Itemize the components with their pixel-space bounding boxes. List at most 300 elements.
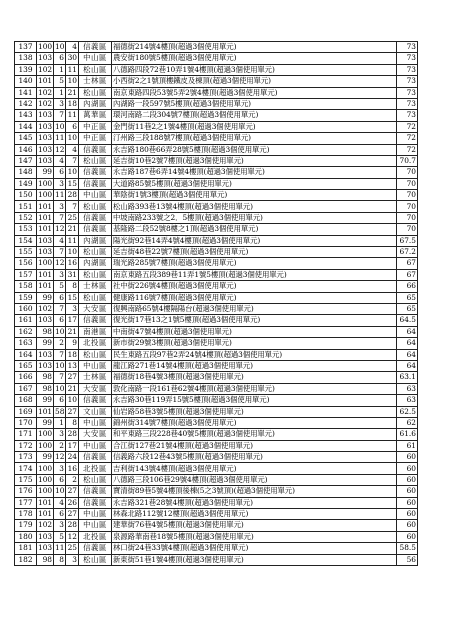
month-cell: 7 xyxy=(54,349,66,360)
address-cell: 新市街29號3樓頂(超過3個使用單元) xyxy=(112,338,397,349)
day-cell: 8 xyxy=(66,281,79,292)
table-row xyxy=(15,155,418,166)
month-cell: 7 xyxy=(54,212,66,223)
row-number-cell: 155 xyxy=(15,247,37,258)
year-cell: 103 xyxy=(38,235,53,245)
year-cell: 98 xyxy=(37,372,54,383)
year-cell: 99 xyxy=(37,167,54,178)
day-cell: 21 xyxy=(66,326,79,337)
row-number-cell: 163 xyxy=(15,338,37,349)
day-cell: 10 xyxy=(66,395,79,406)
district-cell: 士林區 xyxy=(79,372,112,383)
month-cell: 11 xyxy=(55,190,65,200)
day-cell: 21 xyxy=(66,224,79,235)
year-cell: 101 xyxy=(38,201,53,211)
row-number-cell: 169 xyxy=(15,406,37,417)
address-cell: 龍江路271巷14號4樓頂(超過3個使用單元) xyxy=(112,360,397,371)
value-cell: 60 xyxy=(397,486,418,497)
table-row xyxy=(15,64,418,75)
day-cell: 7 xyxy=(66,201,79,212)
value-cell: 73 xyxy=(397,87,418,98)
value-cell: 73 xyxy=(397,98,418,109)
district-cell: 松山區 xyxy=(79,247,112,258)
value-cell: 73 xyxy=(397,42,418,53)
year-cell: 102 xyxy=(38,304,53,314)
address-cell: 內湖路一段597號5樓頂(超過3個使用單元) xyxy=(112,98,397,109)
value-cell: 63 xyxy=(397,383,418,394)
day-cell: 11 xyxy=(66,64,79,75)
row-number-cell: 138 xyxy=(15,53,37,64)
month-cell: 6 xyxy=(54,509,66,520)
district-cell: 中山區 xyxy=(79,360,112,371)
year-cell: 102 xyxy=(38,520,53,530)
table-row xyxy=(15,417,418,428)
table-row xyxy=(15,497,418,508)
table-row xyxy=(15,281,418,292)
district-cell: 松山區 xyxy=(79,201,112,212)
value-cell: 64 xyxy=(397,338,418,349)
month-cell: 8 xyxy=(54,554,66,565)
year-cell: 102 xyxy=(38,87,53,97)
value-cell: 67.5 xyxy=(397,235,418,246)
day-cell: 10 xyxy=(66,133,79,144)
day-cell: 6 xyxy=(66,121,79,132)
value-cell: 60 xyxy=(397,531,418,542)
day-cell: 27 xyxy=(66,406,79,417)
year-cell: 101 xyxy=(38,406,53,416)
year-cell: 103 xyxy=(38,121,53,131)
district-cell: 中山區 xyxy=(79,440,112,451)
year-cell: 101 xyxy=(38,281,53,291)
address-cell: 錦州街314號7樓頂(超過3個使用單元) xyxy=(112,417,397,428)
row-number-cell: 170 xyxy=(15,417,37,428)
row-number-cell: 179 xyxy=(15,520,37,531)
district-cell: 中山區 xyxy=(79,53,112,64)
district-cell: 松山區 xyxy=(79,87,112,98)
month-cell: 12 xyxy=(55,452,65,462)
month-cell: 4 xyxy=(54,235,66,246)
address-cell: 永吉路187巷6弄14號4樓頂(超過3個使用單元) xyxy=(112,167,397,178)
day-cell: 27 xyxy=(66,486,79,497)
district-cell: 信義區 xyxy=(79,452,112,463)
year-cell: 98 xyxy=(37,326,54,337)
address-cell: 汀州路三段188號7樓頂(超過3個使用單元) xyxy=(112,133,397,144)
month-cell: 3 xyxy=(54,178,66,189)
day-cell: 4 xyxy=(66,42,79,53)
district-cell: 信義區 xyxy=(79,395,112,406)
month-cell: 7 xyxy=(54,247,66,258)
row-number-cell: 144 xyxy=(15,121,37,132)
table-row xyxy=(15,110,418,121)
table-row xyxy=(15,520,418,531)
year-cell: 101 xyxy=(38,76,53,86)
year-cell: 99 xyxy=(37,417,54,428)
table-row xyxy=(15,406,418,417)
month-cell: 6 xyxy=(54,167,66,178)
year-cell: 103 xyxy=(38,133,53,143)
year-cell: 101 xyxy=(38,509,53,519)
value-cell: 70 xyxy=(397,167,418,178)
table-row xyxy=(15,178,418,189)
month-cell: 7 xyxy=(54,303,66,314)
day-cell: 10 xyxy=(66,167,79,178)
day-cell: 10 xyxy=(66,76,79,87)
table-row xyxy=(15,554,418,565)
district-cell: 中正區 xyxy=(79,133,112,144)
row-number-cell: 149 xyxy=(15,178,37,189)
district-cell: 松山區 xyxy=(79,155,112,166)
value-cell: 58.5 xyxy=(397,543,418,554)
address-cell: 中南街47號4樓頂(超過3個使用單元) xyxy=(112,326,397,337)
address-cell: 農安街180號5樓頂(超過3個使用單元) xyxy=(112,53,397,64)
table-row xyxy=(15,440,418,451)
district-cell: 信義區 xyxy=(79,167,112,178)
day-cell: 24 xyxy=(66,452,79,463)
table-row xyxy=(15,395,418,406)
day-cell: 28 xyxy=(66,520,79,531)
year-cell: 100 xyxy=(38,474,53,484)
address-cell: 大道路85號5樓頂(超過3個使用單元) xyxy=(112,178,397,189)
value-cell: 64 xyxy=(397,349,418,360)
day-cell: 17 xyxy=(66,440,79,451)
row-number-cell: 142 xyxy=(15,98,37,109)
address-cell: 民生東路五段97巷2弄24號4樓頂(超過3個使用單元) xyxy=(112,349,397,360)
table-row xyxy=(15,474,418,485)
table-row xyxy=(15,190,418,201)
year-cell: 101 xyxy=(38,497,53,507)
value-cell: 62 xyxy=(397,417,418,428)
year-cell: 103 xyxy=(38,144,53,154)
table-row xyxy=(15,87,418,98)
table-row xyxy=(15,315,418,326)
address-cell: 新東街51巷1號4樓頂(超過3個使用單元) xyxy=(112,554,397,565)
district-cell: 中山區 xyxy=(79,520,112,531)
row-number-cell: 175 xyxy=(15,474,37,485)
address-cell: 永吉路30巷119弄15號5樓頂(超過3個使用單元) xyxy=(112,395,397,406)
row-number-cell: 178 xyxy=(15,509,37,520)
row-number-cell: 166 xyxy=(15,372,37,383)
address-cell: 南京東路四段53號5弄2號4樓頂(超過3個使用單元) xyxy=(112,87,397,98)
row-number-cell: 151 xyxy=(15,201,37,212)
table-row xyxy=(15,53,418,64)
table-row xyxy=(15,543,418,554)
day-cell: 18 xyxy=(66,98,79,109)
address-cell: 永吉路321巷28號4樓頂(超過3個使用單元) xyxy=(112,497,397,508)
day-cell: 4 xyxy=(66,144,79,155)
value-cell: 70 xyxy=(397,224,418,235)
month-cell: 7 xyxy=(54,372,66,383)
address-cell: 復興南路65號4樓隔陽台(超過3個使用單元) xyxy=(112,303,397,314)
address-cell: 金門街11巷2之1號4樓頂(超過3個使用單元) xyxy=(112,121,397,132)
table-row xyxy=(15,212,418,223)
address-cell: 永吉路180巷66弄28號5樓頂(超過3個使用單元) xyxy=(112,144,397,155)
table-row xyxy=(15,303,418,314)
address-cell: 信義路六段12巷43號5樓頂(超過3個使用單元) xyxy=(112,452,397,463)
district-cell: 北投區 xyxy=(79,463,112,474)
district-cell: 松山區 xyxy=(79,292,112,303)
day-cell: 9 xyxy=(66,338,79,349)
month-cell: 5 xyxy=(54,281,66,292)
district-cell: 內湖區 xyxy=(79,258,112,269)
year-cell: 103 xyxy=(38,247,53,257)
row-number-cell: 147 xyxy=(15,155,37,166)
month-cell: 2 xyxy=(54,338,66,349)
value-cell: 72 xyxy=(397,121,418,132)
row-number-cell: 162 xyxy=(15,326,37,337)
address-cell: 基隆路二段52號8樓之1頂(超過3個使用單元) xyxy=(112,224,397,235)
district-cell: 信義區 xyxy=(79,212,112,223)
row-number-cell: 161 xyxy=(15,315,37,326)
table-row xyxy=(15,349,418,360)
address-cell: 吉利街143號4樓頂(超過3個使用單元) xyxy=(112,463,397,474)
table-row xyxy=(15,269,418,280)
value-cell: 72 xyxy=(397,133,418,144)
district-cell: 內湖區 xyxy=(79,235,112,246)
month-cell: 10 xyxy=(55,121,65,131)
address-cell: 福德街18巷4號3樓頂(超過3個使用單元) xyxy=(112,372,397,383)
address-cell: 仙岩路58巷3號5樓頂(超過3個使用單元) xyxy=(112,406,397,417)
year-cell: 100 xyxy=(38,486,53,496)
month-cell: 1 xyxy=(54,417,66,428)
row-number-cell: 180 xyxy=(15,531,37,542)
address-cell: 林口街24巷33號4樓頂(超過3個使用單元) xyxy=(112,543,397,554)
year-cell: 100 xyxy=(38,42,53,52)
table-row xyxy=(15,383,418,394)
row-number-cell: 181 xyxy=(15,543,37,554)
value-cell: 60 xyxy=(397,474,418,485)
year-cell: 102 xyxy=(38,99,53,108)
address-cell: 健康路116號7樓頂(超過3個使用單元) xyxy=(112,292,397,303)
value-cell: 64.5 xyxy=(397,315,418,326)
month-cell: 5 xyxy=(54,531,66,542)
district-cell: 松山區 xyxy=(79,474,112,485)
district-cell: 松山區 xyxy=(79,349,112,360)
row-number-cell: 173 xyxy=(15,452,37,463)
value-cell: 73 xyxy=(397,76,418,87)
district-cell: 內湖區 xyxy=(79,98,112,109)
year-cell: 103 xyxy=(38,315,53,325)
district-cell: 文山區 xyxy=(79,406,112,417)
day-cell: 27 xyxy=(66,372,79,383)
table-row xyxy=(15,201,418,212)
table-row xyxy=(15,247,418,258)
table-row xyxy=(15,235,418,246)
row-number-cell: 154 xyxy=(15,235,37,246)
value-cell: 60 xyxy=(397,520,418,531)
year-cell: 100 xyxy=(38,178,53,188)
day-cell: 3 xyxy=(66,303,79,314)
value-cell: 70 xyxy=(397,190,418,201)
month-cell: 3 xyxy=(54,520,66,531)
address-cell: 八德路四段72巷10弄1號4樓頂(超過3個使用單元) xyxy=(112,64,397,75)
day-cell: 26 xyxy=(66,497,79,508)
address-cell: 合江街127巷21號4樓頂(超過3個使用單元) xyxy=(112,440,397,451)
address-cell: 敦化南路一段161巷62號4樓頂(超過3個使用單元) xyxy=(112,383,397,394)
year-cell: 99 xyxy=(37,452,54,463)
month-cell: 3 xyxy=(54,201,66,212)
value-cell: 65 xyxy=(397,303,418,314)
table-row xyxy=(15,121,418,132)
row-number-cell: 158 xyxy=(15,281,37,292)
month-cell: 11 xyxy=(55,543,65,553)
address-cell: 中坡南路233號之2．5樓頂(超過3個使用單元) xyxy=(112,212,397,223)
year-cell: 103 xyxy=(38,110,53,120)
year-cell: 98 xyxy=(37,554,54,565)
address-cell: 延吉街48巷22號7樓頂(超過3個使用單元) xyxy=(112,247,397,258)
table-row xyxy=(15,429,418,440)
table-row xyxy=(15,509,418,520)
month-cell: 6 xyxy=(54,315,66,326)
year-cell: 103 xyxy=(38,543,53,553)
year-cell: 103 xyxy=(38,531,53,541)
day-cell: 21 xyxy=(66,383,79,394)
table-row xyxy=(15,452,418,463)
row-number-cell: 140 xyxy=(15,76,37,87)
month-cell: 3 xyxy=(54,463,66,474)
month-cell: 6 xyxy=(54,292,66,303)
district-cell: 信義區 xyxy=(79,178,112,189)
row-number-cell: 152 xyxy=(15,212,37,223)
row-number-cell: 148 xyxy=(15,167,37,178)
value-cell: 60 xyxy=(397,497,418,508)
month-cell: 12 xyxy=(55,144,65,154)
table-row xyxy=(15,42,418,53)
day-cell: 21 xyxy=(66,87,79,98)
day-cell: 28 xyxy=(66,429,79,440)
row-number-cell: 177 xyxy=(15,497,37,508)
address-cell: 環河南路二段304號7樓頂(超過3個使用單元) xyxy=(112,110,397,121)
row-number-cell: 141 xyxy=(15,87,37,98)
value-cell: 56 xyxy=(397,554,418,565)
table-row xyxy=(15,326,418,337)
month-cell: 10 xyxy=(55,360,65,370)
table-row xyxy=(15,486,418,497)
year-cell: 98 xyxy=(37,383,54,394)
month-cell: 4 xyxy=(54,155,66,166)
row-number-cell: 156 xyxy=(15,258,37,269)
district-cell: 南港區 xyxy=(79,326,112,337)
year-cell: 100 xyxy=(38,190,53,200)
row-number-cell: 139 xyxy=(15,64,37,75)
day-cell: 25 xyxy=(66,543,79,554)
row-number-cell: 143 xyxy=(15,110,37,121)
row-number-cell: 157 xyxy=(15,269,37,280)
row-number-cell: 171 xyxy=(15,429,37,440)
day-cell: 11 xyxy=(66,110,79,121)
value-cell: 66 xyxy=(397,281,418,292)
day-cell: 10 xyxy=(66,247,79,258)
month-cell: 1 xyxy=(54,87,66,98)
row-number-cell: 160 xyxy=(15,303,37,314)
row-number-cell: 153 xyxy=(15,224,37,235)
table-row xyxy=(15,144,418,155)
month-cell: 3 xyxy=(54,98,66,109)
value-cell: 61 xyxy=(397,440,418,451)
day-cell: 16 xyxy=(66,463,79,474)
table-row xyxy=(15,258,418,269)
year-cell: 101 xyxy=(38,269,53,279)
month-cell: 6 xyxy=(54,474,66,485)
address-cell: 瑞光路285號7樓頂(超過3個使用單元) xyxy=(112,258,397,269)
value-cell: 67 xyxy=(397,269,418,280)
address-cell: 華陰街1號3樓頂(超過3個使用單元) xyxy=(112,190,397,201)
row-number-cell: 159 xyxy=(15,292,37,303)
district-cell: 信義區 xyxy=(79,224,112,235)
address-cell: 社中街226號4樓頂(超過3個使用單元) xyxy=(112,281,397,292)
address-cell: 和平東路三段228巷40號5樓頂(超過3個使用單元) xyxy=(112,429,397,440)
month-cell: 10 xyxy=(55,326,65,336)
day-cell: 28 xyxy=(66,190,79,201)
year-cell: 103 xyxy=(38,155,53,165)
row-number-cell: 176 xyxy=(15,486,37,497)
row-number-cell: 165 xyxy=(15,360,37,371)
day-cell: 11 xyxy=(66,235,79,246)
table-body xyxy=(15,42,418,566)
table-row xyxy=(15,372,418,383)
year-cell: 101 xyxy=(38,224,53,234)
value-cell: 70 xyxy=(397,178,418,189)
month-cell: 2 xyxy=(54,440,66,451)
value-cell: 60 xyxy=(397,509,418,520)
value-cell: 63 xyxy=(397,395,418,406)
district-cell: 信義區 xyxy=(79,497,112,508)
district-cell: 萬華區 xyxy=(79,110,112,121)
value-cell: 67.2 xyxy=(397,247,418,258)
month-cell: 1 xyxy=(54,64,66,75)
day-cell: 27 xyxy=(66,509,79,520)
row-number-cell: 174 xyxy=(15,463,37,474)
address-cell: 復光街17巷13之1號5樓頂(超過3個使用單元) xyxy=(112,315,397,326)
day-cell: 30 xyxy=(66,53,79,64)
table-row xyxy=(15,292,418,303)
value-cell: 65 xyxy=(397,292,418,303)
district-cell: 大安區 xyxy=(79,383,112,394)
address-cell: 陽光街92巷14弄4號4樓頂(超過3個使用單元) xyxy=(112,235,397,246)
day-cell: 2 xyxy=(66,474,79,485)
value-cell: 73 xyxy=(397,110,418,121)
value-cell: 73 xyxy=(397,53,418,64)
table-row xyxy=(15,531,418,542)
month-cell: 5 xyxy=(54,76,66,87)
day-cell: 7 xyxy=(66,155,79,166)
month-cell: 6 xyxy=(54,53,66,64)
year-cell: 99 xyxy=(37,395,54,406)
day-cell: 31 xyxy=(66,269,79,280)
value-cell: 70 xyxy=(397,201,418,212)
district-cell: 信義區 xyxy=(79,42,112,53)
table-row xyxy=(15,98,418,109)
month-cell: 6 xyxy=(54,395,66,406)
district-cell: 松山區 xyxy=(79,64,112,75)
table-row xyxy=(15,224,418,235)
year-cell: 100 xyxy=(38,463,53,473)
address-cell: 寶清街89巷5號4樓頂後棟(5之3號頂)(超過3個使用單元) xyxy=(112,486,397,497)
day-cell: 25 xyxy=(66,212,79,223)
row-number-cell: 164 xyxy=(15,349,37,360)
address-cell: 松山路393巷13號4樓頂(超過3個使用單元) xyxy=(112,201,397,212)
district-cell: 信義區 xyxy=(79,486,112,497)
value-cell: 67 xyxy=(397,258,418,269)
value-cell: 70.7 xyxy=(397,155,418,166)
address-cell: 南京東路五段389巷11弄1號5樓頂(超過3個使用單元) xyxy=(112,269,397,280)
month-cell: 10 xyxy=(55,383,65,393)
month-cell: 10 xyxy=(55,42,65,52)
district-cell: 信義區 xyxy=(79,315,112,326)
address-cell: 延吉街10巷2號7樓頂(超過3個使用單元) xyxy=(112,155,397,166)
row-number-cell: 137 xyxy=(15,42,37,53)
value-cell: 63.1 xyxy=(397,372,418,383)
day-cell: 15 xyxy=(66,292,79,303)
